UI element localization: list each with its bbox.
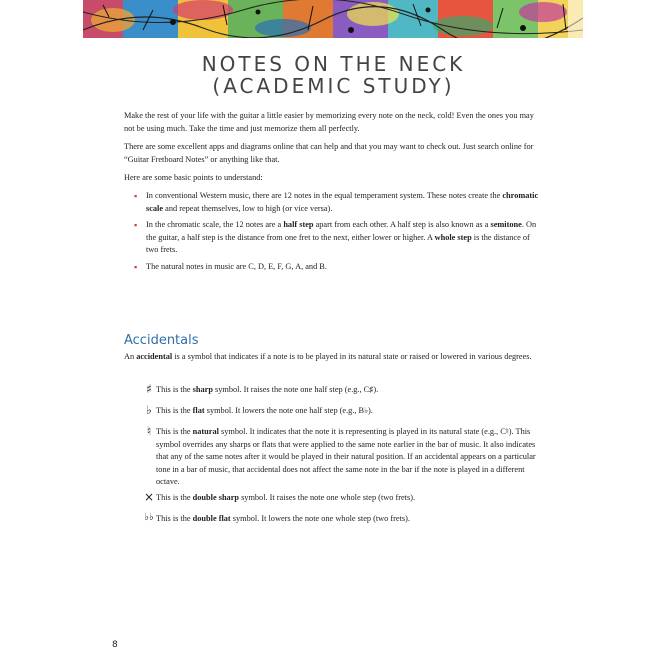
- bold-term-natural: natural: [192, 427, 219, 436]
- accidental-description: [156, 405, 540, 418]
- description-text: symbol. It lowers the note one half step (e.g., B♭).: [204, 406, 373, 415]
- bullet-marker-icon: ▪: [134, 191, 138, 201]
- bullet-text: apart from each other. A half step is also known as a: [313, 220, 491, 229]
- accidental-row-flat: [144, 405, 540, 418]
- bold-term-accidental: accidental: [136, 352, 173, 361]
- accidentals-intro: [124, 351, 542, 364]
- header-banner-artwork: [83, 0, 583, 38]
- intro-text-2: There are some excellent apps and diagrams online that can help and that you may want to check out. Just search online for “Guitar Fretboard Notes” or anything like that.: [124, 142, 534, 164]
- accidental-row-sharp: [144, 384, 540, 397]
- bullet-text: is the distance of two frets.: [146, 232, 530, 254]
- natural-icon: ♮: [146, 424, 152, 438]
- list-item: [124, 261, 542, 274]
- bullet-marker-icon: ▪: [134, 261, 138, 272]
- accidental-description: [156, 384, 540, 397]
- accidental-description: [156, 492, 540, 505]
- list-item: [124, 190, 542, 215]
- accidental-description: [156, 426, 540, 489]
- bold-term-flat: flat: [192, 406, 205, 415]
- accidental-description: [156, 513, 540, 526]
- intro-text: is a symbol that indicates if a note is to be played in its natural state or raised or lowered in various degrees.: [172, 352, 532, 361]
- bold-term-semitone: semitone: [490, 220, 522, 229]
- description-text: symbol. It raises the note one whole step (two frets).: [239, 493, 416, 502]
- bullet-list: [124, 190, 542, 273]
- intro-paragraph-2: [124, 141, 542, 166]
- bullet-text: In the chromatic scale, the 12 notes are a: [146, 220, 284, 229]
- bullet-marker-icon: ▪: [134, 220, 138, 230]
- page-title-line-2: (ACADEMIC STUDY): [212, 74, 455, 98]
- bullet-text: The natural notes in music are C, D, E, F, G, A, and B.: [146, 261, 327, 271]
- bold-term-half-step: half step: [283, 220, 314, 229]
- description-text: This is the: [156, 493, 193, 502]
- accidentals-intro-text: [124, 351, 542, 364]
- bullet-text: In conventional Western music, there are 12 notes in the equal temperament system. These notes create the: [146, 191, 503, 200]
- bullet-text: . On the guitar, a half step is the distance from one fret to the next, either lower or higher. A: [146, 220, 537, 242]
- intro-text-3: Here are some basic points to understand:: [124, 173, 263, 182]
- description-text: symbol. It raises the note one half step (e.g., C♯).: [212, 385, 379, 394]
- description-text: symbol. It indicates that the note it is representing is played in its natural state (e.g., C♮). This symbol overrides any sharps or flats that were applied to the same note earlier in the bar of music. It also indicates that any of the same notes after it would be played in their natural position. If an accidental appears on a particular tone in a bar of music, that accidental does not affect the same note in the bar if the note is played in a different octave.: [156, 427, 536, 486]
- description-text: This is the: [156, 385, 193, 394]
- sharp-icon: ♯: [146, 382, 152, 396]
- page-title-line-1: NOTES ON THE NECK: [201, 52, 466, 76]
- intro-text: An: [124, 352, 137, 361]
- intro-text-1: Make the rest of your life with the guitar a little easier by memorizing every note on the neck, cold! Even the ones you may not be using much. Take the time and just memorize them all perfectly.: [124, 111, 534, 133]
- accidental-row-double-sharp: [144, 492, 540, 505]
- description-text: This is the: [156, 514, 193, 523]
- double-flat-icon: ♭♭: [144, 512, 154, 523]
- section-heading-accidentals: Accidentals: [124, 333, 199, 348]
- bold-term-chromatic-scale: chromatic scale: [146, 191, 539, 213]
- accidental-row-double-flat: [144, 513, 540, 526]
- page-number: 8: [112, 640, 118, 650]
- double-sharp-icon: ×: [144, 490, 155, 504]
- banner-illustration: [83, 0, 583, 38]
- bullet-text: and repeat themselves, low to high (or vice versa).: [163, 203, 333, 213]
- description-text: This is the: [156, 406, 193, 415]
- bold-term-sharp: sharp: [192, 385, 213, 394]
- accidental-row-natural: [144, 426, 540, 489]
- bold-term-double-sharp: double sharp: [192, 493, 239, 502]
- intro-paragraph-1: [124, 110, 542, 135]
- flat-icon: ♭: [146, 403, 152, 417]
- description-text: symbol. It lowers the note one whole step (two frets).: [230, 514, 410, 523]
- list-item: [124, 219, 542, 257]
- intro-paragraph-3: [124, 172, 542, 185]
- bold-term-whole-step: whole step: [434, 232, 472, 242]
- description-text: This is the: [156, 427, 193, 436]
- bold-term-double-flat: double flat: [192, 514, 231, 523]
